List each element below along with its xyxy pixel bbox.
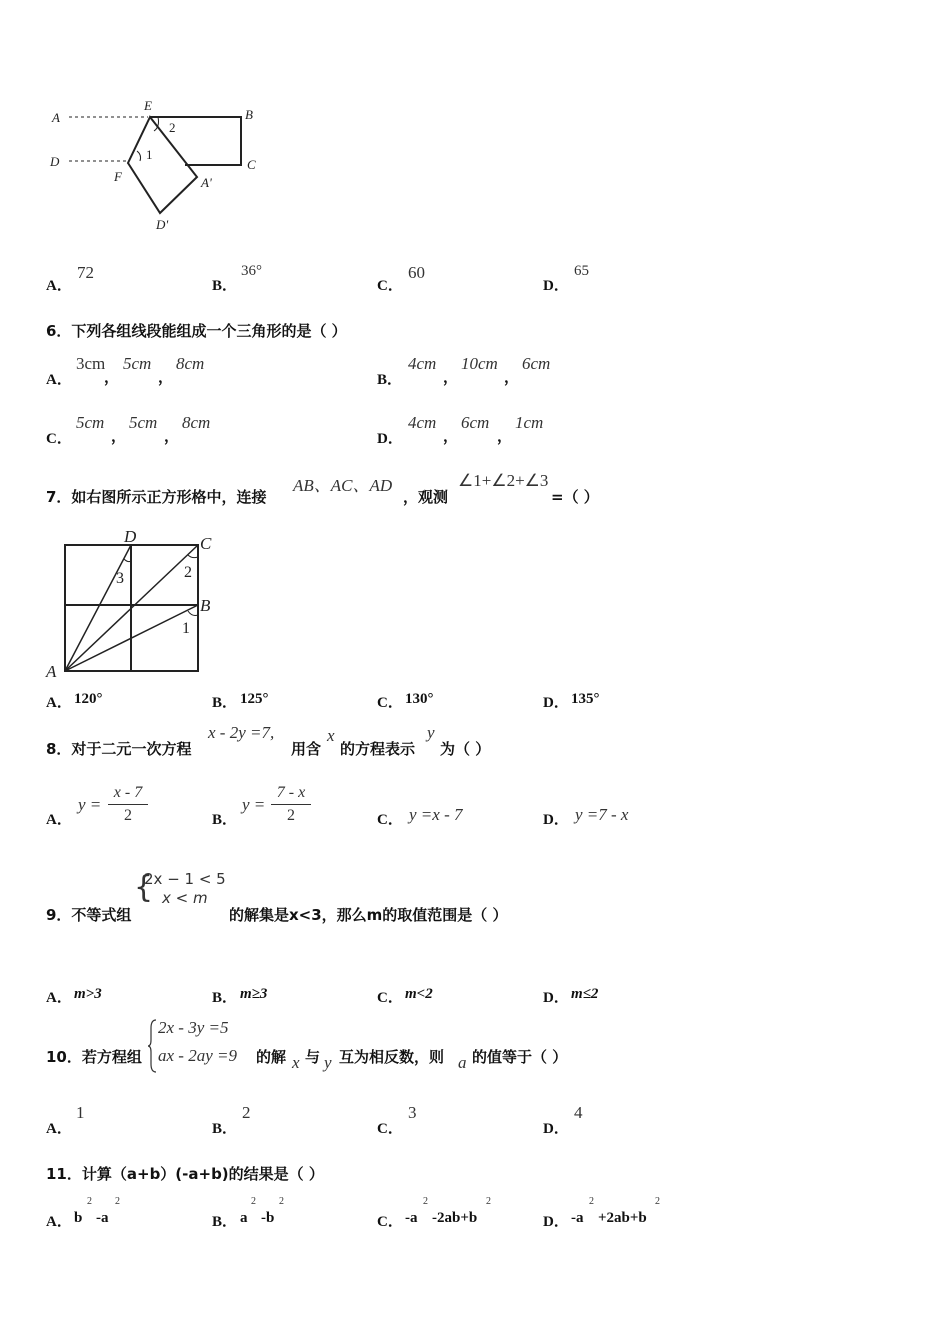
q6-option-c-seg1: 5cm (76, 413, 105, 432)
label-b: B (245, 107, 253, 122)
label-angle-3: 3 (116, 570, 124, 587)
q6-option-d-seg1: 4cm (408, 413, 437, 432)
q9-option-c-label[interactable]: C． (377, 990, 403, 1006)
q10-var-a: a (458, 1053, 467, 1072)
q11-option-c-part1: -a (405, 1210, 418, 1226)
label-d-prime: D' (156, 217, 169, 232)
q8-stem-mid2: 的方程表示 (340, 740, 416, 758)
q8-option-a-lhs: y = (78, 795, 102, 814)
q5-option-c-label[interactable]: C． (377, 278, 403, 294)
q10-stem-mid2: 与 (305, 1048, 321, 1066)
label-f: F (114, 169, 122, 184)
q11-option-d-part1: -a (571, 1210, 584, 1226)
q11-option-b-label[interactable]: B． (212, 1214, 238, 1230)
q10-option-a-label[interactable]: A． (46, 1121, 72, 1137)
angle-1-arc (137, 151, 141, 161)
q9-option-b-value: m≥3 (240, 986, 268, 1002)
q7-option-c-value: 130° (405, 691, 434, 707)
q11-option-c-part2: -2ab+b (432, 1210, 478, 1226)
q9-brace: { (134, 870, 154, 905)
q8-equation: x - 2y =7, (208, 723, 275, 742)
label-c: C (247, 157, 256, 172)
q5-option-a-value: 72 (77, 263, 94, 282)
q6-option-a-label[interactable]: A． (46, 372, 72, 388)
q11-option-b-part2: -b (261, 1210, 275, 1226)
q9-stem-pre: 9．不等式组 (46, 906, 132, 924)
q8-option-a-numerator: x - 7 (113, 784, 143, 801)
q5-option-d-label[interactable]: D． (543, 278, 569, 294)
q5-option-c-value: 60 (408, 263, 425, 282)
q6-option-c-sep1: ， (111, 429, 127, 445)
rectangle-part (150, 117, 241, 165)
q9-option-b-label[interactable]: B． (212, 990, 238, 1006)
q7-option-b-label[interactable]: B． (212, 695, 238, 711)
q6-stem: 6．下列各组线段能组成一个三角形的是（ ） (46, 322, 347, 340)
q10-stem-post: 的值等于（ ） (472, 1048, 568, 1066)
q8-option-c-label[interactable]: C． (377, 812, 403, 828)
q8-option-c-expr: y =x - 7 (409, 805, 463, 824)
q10-option-d-value: 4 (574, 1103, 583, 1122)
q11-option-b-part1: a (240, 1210, 248, 1226)
folded-part (128, 117, 197, 213)
q6-option-d-seg2: 6cm (461, 413, 490, 432)
q7-stem-pre: 7．如右图所示正方形格中，连接 (46, 488, 267, 506)
label-b: B (200, 596, 211, 615)
q6-option-b-seg2: 10cm (461, 354, 498, 373)
label-c: C (200, 534, 212, 553)
q8-option-a-fraction (108, 783, 148, 826)
q11-option-b-sup2: 2 (279, 1196, 284, 1207)
q6-option-a-sep1: ， (104, 370, 120, 386)
q9-option-c-value: m<2 (405, 986, 433, 1002)
label-e: E (144, 98, 152, 113)
q11-option-a-part1: b (74, 1210, 83, 1226)
label-angle-1: 1 (146, 147, 153, 162)
q9-option-d-label[interactable]: D． (543, 990, 569, 1006)
q7-stem-post: =（ ） (551, 488, 599, 506)
label-a: A (52, 110, 60, 125)
angle-2-arc (188, 555, 198, 558)
q5-option-a-label[interactable]: A． (46, 278, 72, 294)
q5-option-d-value: 65 (574, 263, 589, 279)
q10-option-b-label[interactable]: B． (212, 1121, 238, 1137)
q6-option-b-sep2: ， (504, 370, 520, 386)
q9-option-d-value: m≤2 (571, 986, 599, 1002)
q9-stem-post: 的解集是x<3，那么m的取值范围是（ ） (229, 906, 508, 924)
q7-segments: AB、AC、AD (293, 476, 393, 495)
q8-stem-pre: 8．对于二元一次方程 (46, 740, 192, 758)
q6-option-a-seg2: 5cm (123, 354, 152, 373)
q6-option-b-seg1: 4cm (408, 354, 437, 373)
grid-figure (40, 525, 230, 685)
q11-option-b-sup1: 2 (251, 1196, 256, 1207)
q8-option-a-label[interactable]: A． (46, 812, 72, 828)
q10-var-x: x (292, 1053, 300, 1072)
q8-option-b-denominator: 2 (287, 807, 295, 824)
q10-option-d-label[interactable]: D． (543, 1121, 569, 1137)
q11-stem: 11．计算（a+b）(-a+b)的结果是（ ） (46, 1165, 324, 1183)
q7-option-a-value: 120° (74, 691, 103, 707)
q11-option-d-label[interactable]: D． (543, 1214, 569, 1230)
label-angle-2: 2 (184, 564, 192, 581)
q11-option-d-part2: +2ab+b (598, 1210, 647, 1226)
q6-option-b-label[interactable]: B． (377, 372, 403, 388)
q8-option-b-numerator: 7 - x (276, 784, 306, 801)
label-d: D (124, 527, 137, 546)
q10-option-c-value: 3 (408, 1103, 417, 1122)
q11-option-c-label[interactable]: C． (377, 1214, 403, 1230)
q6-option-d-label[interactable]: D． (377, 431, 403, 447)
label-a: A (46, 662, 57, 681)
q7-option-c-label[interactable]: C． (377, 695, 403, 711)
q11-option-a-sup1: 2 (87, 1196, 92, 1207)
q11-option-c-sup2: 2 (486, 1196, 491, 1207)
q11-option-a-label[interactable]: A． (46, 1214, 72, 1230)
q11-option-a-part2: -a (96, 1210, 109, 1226)
angle-1-arc (188, 611, 198, 616)
q10-stem-mid: 的解 (256, 1048, 287, 1066)
label-a-prime: A' (201, 175, 212, 190)
q9-option-a-label[interactable]: A． (46, 990, 72, 1006)
q9-line1: 2x − 1 < 5 (144, 870, 226, 888)
q10-stem-mid3: 互为相反数，则 (339, 1048, 445, 1066)
q10-option-a-value: 1 (76, 1103, 85, 1122)
q10-option-b-value: 2 (242, 1103, 251, 1122)
q7-expression: ∠1+∠2+∠3 (458, 471, 549, 490)
q6-option-a-seg3: 8cm (176, 354, 205, 373)
q5-option-b-value: 36° (241, 263, 262, 279)
q6-option-a-sep2: ， (158, 370, 174, 386)
q6-option-a-seg1: 3cm (76, 354, 106, 373)
q11-option-d-sup1: 2 (589, 1196, 594, 1207)
q7-option-a-label[interactable]: A． (46, 695, 72, 711)
segment-ad (65, 545, 131, 671)
angle-3-arc (124, 559, 131, 562)
q9-line2: x < m (162, 889, 208, 907)
q6-option-d-seg3: 1cm (515, 413, 544, 432)
q8-var-x: x (327, 726, 335, 745)
q10-stem-pre: 10．若方程组 (46, 1048, 142, 1066)
q5-option-b-label[interactable]: B． (212, 278, 238, 294)
q6-option-c-sep2: ， (164, 429, 180, 445)
q6-option-b-sep1: ， (443, 370, 459, 386)
q8-option-b-label[interactable]: B． (212, 812, 238, 828)
q8-option-b-lhs: y = (242, 795, 266, 814)
q10-line1: 2x - 3y =5 (158, 1018, 229, 1037)
q8-option-d-expr: y =7 - x (575, 805, 629, 824)
label-angle-2: 2 (169, 120, 176, 135)
q7-option-b-value: 125° (240, 691, 269, 707)
q9-option-a-value: m>3 (74, 986, 102, 1002)
fold-figure (40, 95, 280, 240)
q7-option-d-label[interactable]: D． (543, 695, 569, 711)
q10-var-y: y (324, 1053, 332, 1072)
q10-option-c-label[interactable]: C． (377, 1121, 403, 1137)
q6-option-c-label[interactable]: C． (46, 431, 72, 447)
q6-option-c-seg3: 8cm (182, 413, 211, 432)
q11-option-d-sup2: 2 (655, 1196, 660, 1207)
q10-brace (148, 1018, 158, 1074)
q11-option-a-sup2: 2 (115, 1196, 120, 1207)
q6-option-d-sep2: ， (497, 429, 513, 445)
q8-stem-post: 为（ ） (440, 740, 491, 758)
q10-line2: ax - 2ay =9 (158, 1046, 237, 1065)
q6-option-b-seg3: 6cm (522, 354, 551, 373)
q8-stem-mid: 用含 (291, 740, 322, 758)
q8-var-y: y (427, 723, 435, 742)
q7-stem-mid: ，观测 (403, 488, 449, 506)
q8-option-d-label[interactable]: D． (543, 812, 569, 828)
q11-option-c-sup1: 2 (423, 1196, 428, 1207)
q8-option-b-fraction (271, 783, 311, 826)
label-angle-1: 1 (182, 620, 190, 637)
q6-option-d-sep1: ， (443, 429, 459, 445)
label-d: D (50, 154, 60, 169)
q8-option-a-denominator: 2 (124, 807, 132, 824)
q7-option-d-value: 135° (571, 691, 600, 707)
q6-option-c-seg2: 5cm (129, 413, 158, 432)
